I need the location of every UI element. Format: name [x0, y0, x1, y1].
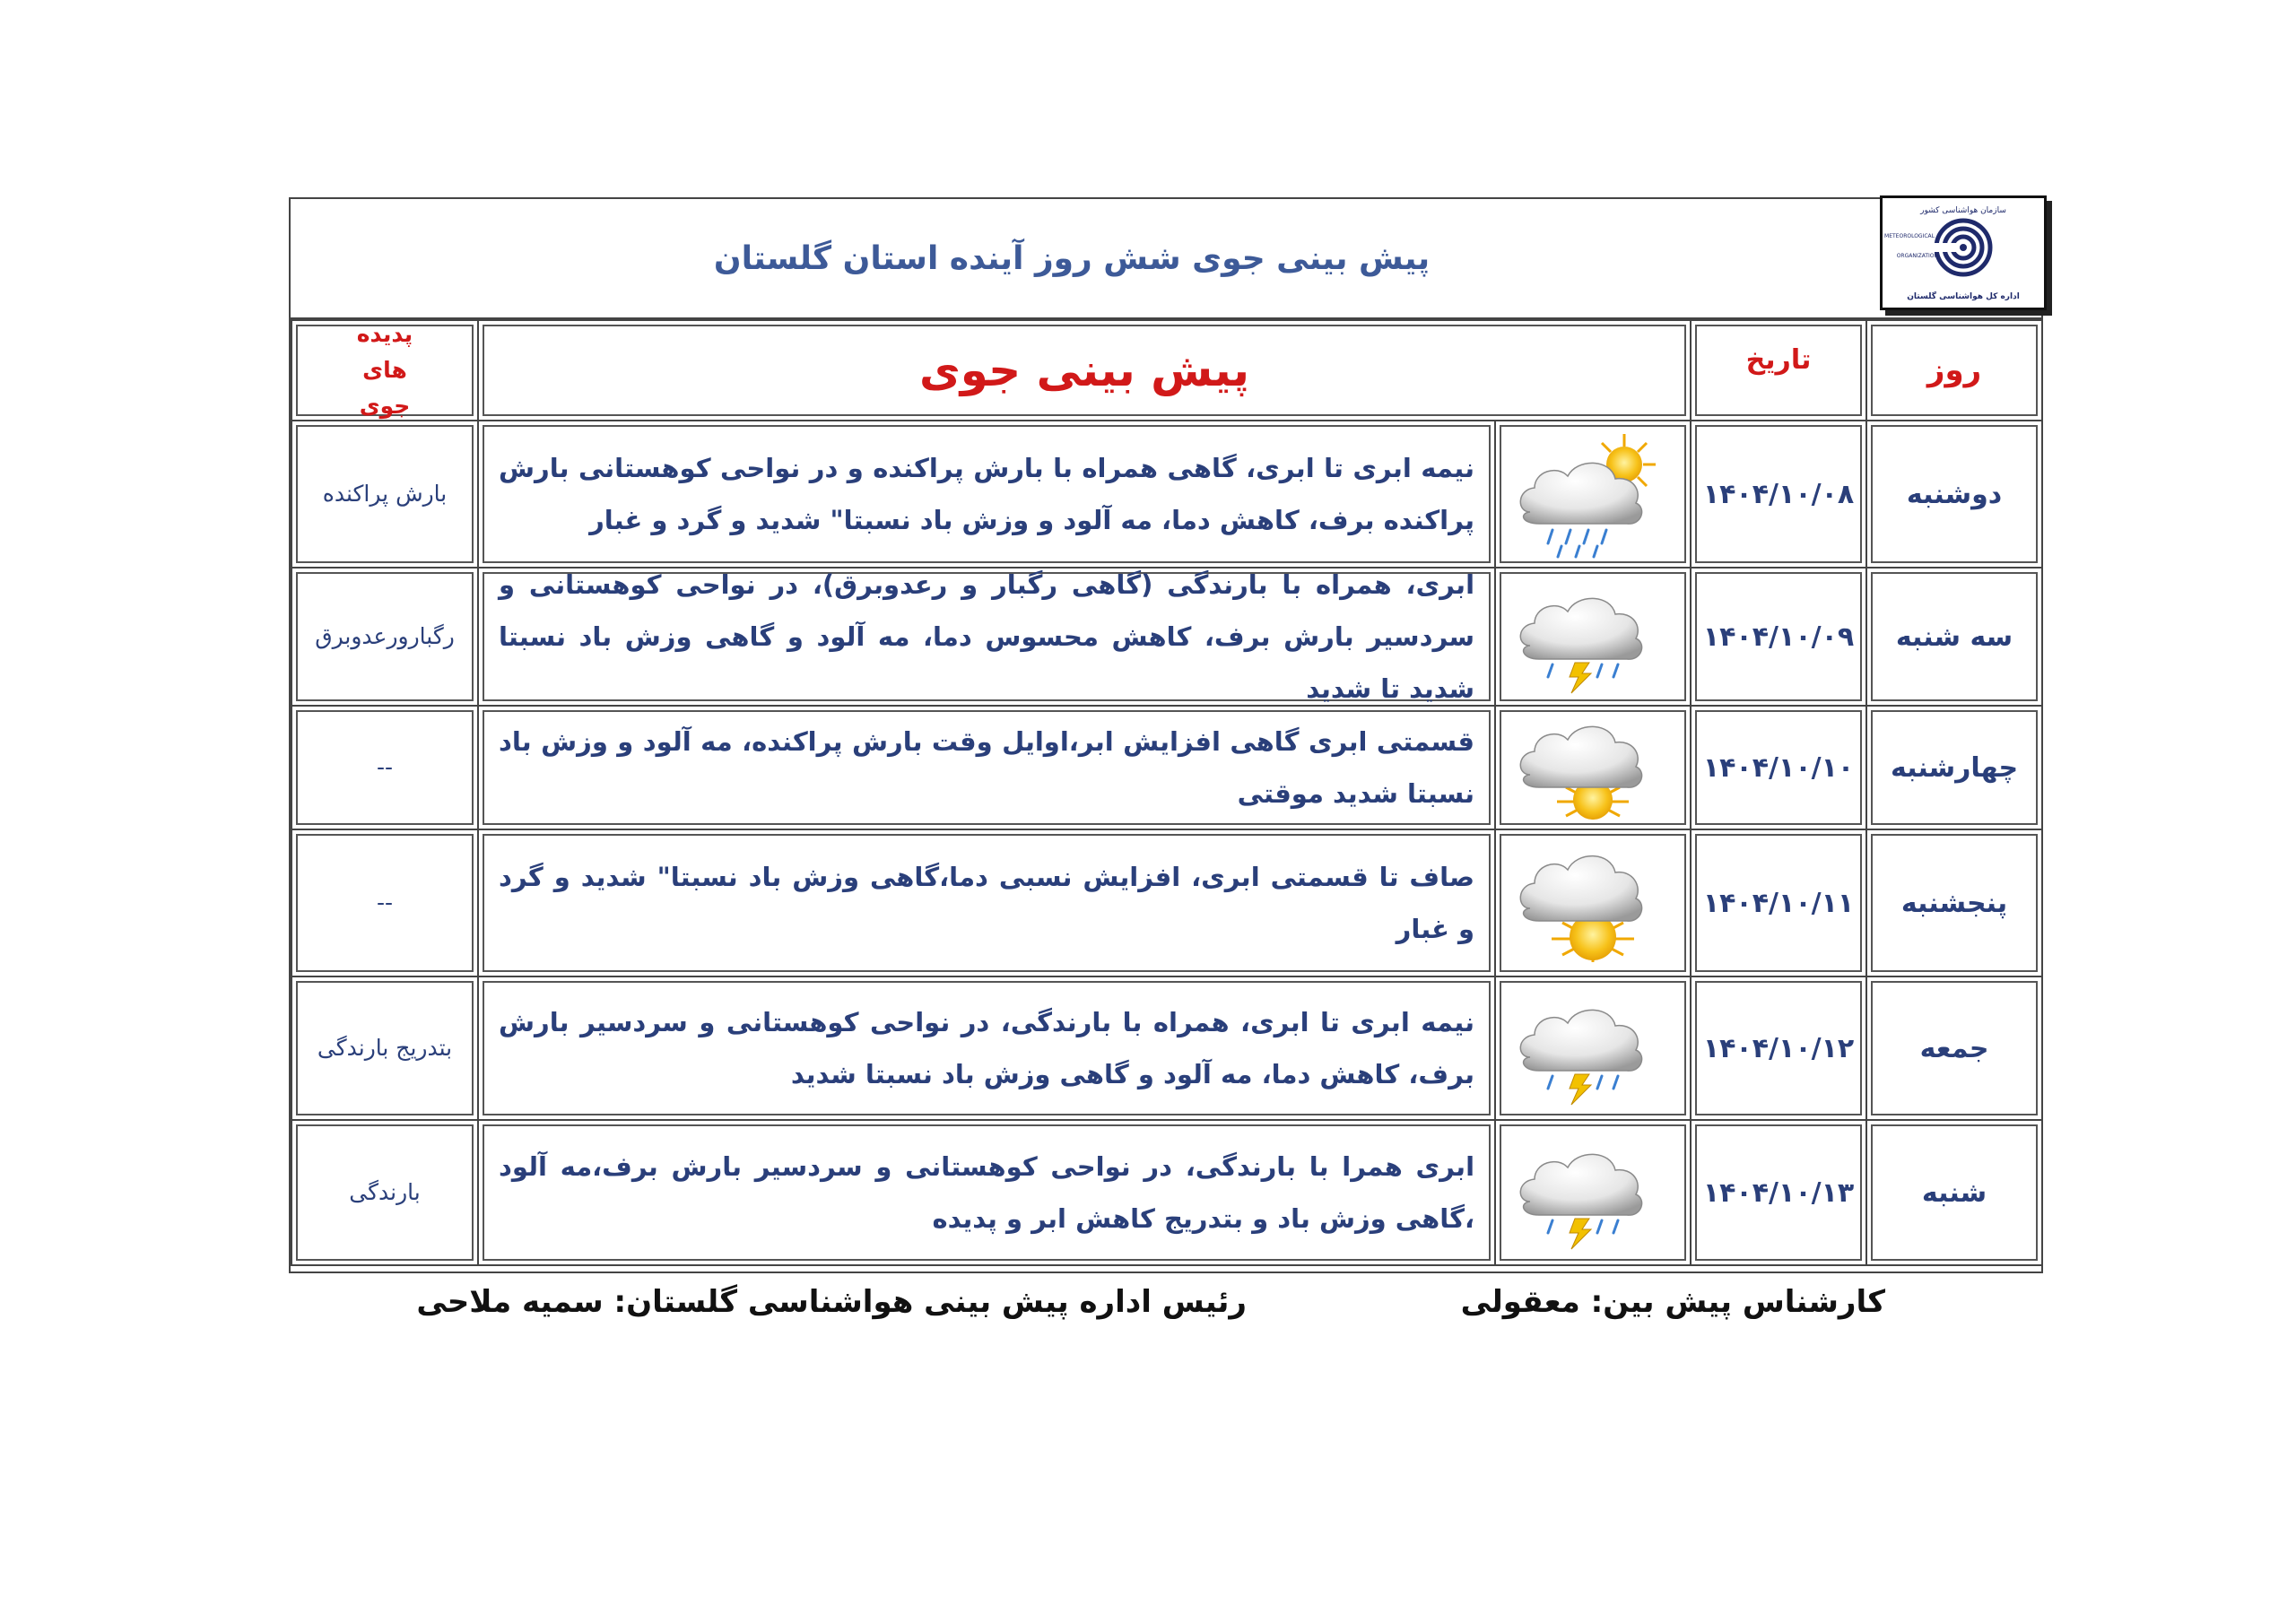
row-date: ۱۴۰۴/۱۰/۱۱	[1695, 834, 1862, 972]
header-date: تاریخ	[1695, 325, 1862, 416]
title-row	[291, 199, 2041, 319]
row-description: ابری همرا با بارندگی، در نواحی کوهستانی و سردسیر بارش برف،مه آلود ،گاهی وزش باد و بتدریج کاهش ابر و پدیده	[483, 1124, 1491, 1261]
row-date: ۱۴۰۴/۱۰/۱۳	[1695, 1124, 1862, 1261]
header-forecast: پیش بینی جوی	[483, 325, 1686, 416]
thunderstorm-rain-icon	[1500, 981, 1686, 1115]
row-day: شنبه	[1871, 1124, 2038, 1261]
thunderstorm-rain-icon	[1500, 1124, 1686, 1261]
row-description: قسمتی ابری گاهی افزایش ابر،اوایل وقت بارش پراکنده، مه آلود و وزش باد نسبتا شدید موقتی	[483, 710, 1491, 825]
header-day: روز	[1871, 325, 2038, 416]
svg-text:سازمان هواشناسی کشور: سازمان هواشناسی کشور	[1920, 206, 2006, 215]
row-description: نیمه ابری تا ابری، همراه با بارندگی، در نواحی کوهستانی و سردسیر بارش برف، کاهش دما، مه آلود و گاهی وزش باد نسبتا شدید	[483, 981, 1491, 1115]
row-day: جمعه	[1871, 981, 2038, 1115]
table-row	[291, 568, 2042, 706]
row-phenomena: --	[296, 710, 474, 825]
row-day: پنجشنبه	[1871, 834, 2038, 972]
row-description: صاف تا قسمتی ابری، افزایش نسبی دما،گاهی وزش باد نسبتا" شدید و گرد و غبار	[483, 834, 1491, 972]
header-row	[291, 320, 2042, 421]
row-phenomena: بارش پراکنده	[296, 425, 474, 563]
row-phenomena: رگبارورعدوبرق	[296, 572, 474, 701]
row-date: ۱۴۰۴/۱۰/۰۹	[1695, 572, 1862, 701]
table-row	[291, 706, 2042, 829]
row-description: ابری، همراه با بارندگی (گاهی رگبار و رعدوبرق)، در نواحی کوهستانی و سردسیر بارش برف، کاهش محسوس دما، مه آلود و گاهی وزش باد نسبتا شدید تا شدید	[483, 572, 1491, 701]
table-row	[291, 1120, 2042, 1265]
row-phenomena: --	[296, 834, 474, 972]
row-day: چهارشنبه	[1871, 710, 2038, 825]
forecast-table	[291, 319, 2043, 1266]
page-title: پیش بینی جوی شش روز آینده استان گلستان	[713, 240, 1431, 277]
head-signature: رئیس اداره پیش بینی هواشناسی گلستان: سمیه ملاحی	[416, 1284, 1247, 1320]
row-day: دوشنبه	[1871, 425, 2038, 563]
row-description: نیمه ابری تا ابری، گاهی همراه با بارش پراکنده و در نواحی کوهستانی بارش پراکنده برف، کاهش دما، مه آلود و وزش باد نسبتا" شدید و گرد و غبار	[483, 425, 1491, 563]
row-date: ۱۴۰۴/۱۰/۱۲	[1695, 981, 1862, 1115]
row-phenomena: بتدریج بارندگی	[296, 981, 474, 1115]
row-date: ۱۴۰۴/۱۰/۱۰	[1695, 710, 1862, 825]
table-row	[291, 976, 2042, 1120]
table-row	[291, 421, 2042, 568]
svg-text:METEOROLOGICAL: METEOROLOGICAL	[1884, 233, 1935, 239]
forecaster-signature: کارشناس پیش بین: معقولی	[1460, 1284, 1885, 1320]
forecast-sheet	[289, 197, 2043, 1273]
row-day: سه شنبه	[1871, 572, 2038, 701]
meteorological-organization-logo	[1880, 195, 2047, 310]
cloud-sun-icon	[1500, 834, 1686, 972]
header-phenomena: پدیده های جوی	[296, 325, 474, 416]
thunderstorm-rain-icon	[1500, 572, 1686, 701]
row-phenomena: بارندگی	[296, 1124, 474, 1261]
svg-text:ORGANIZATION: ORGANIZATION	[1896, 253, 1938, 259]
partly-sunny-rain-icon	[1500, 425, 1686, 563]
row-date: ۱۴۰۴/۱۰/۰۸	[1695, 425, 1862, 563]
table-row	[291, 829, 2042, 976]
cloud-sun-icon	[1500, 710, 1686, 825]
svg-text:اداره کل هواشناسی گلستان: اداره کل هواشناسی گلستان	[1907, 292, 2020, 301]
